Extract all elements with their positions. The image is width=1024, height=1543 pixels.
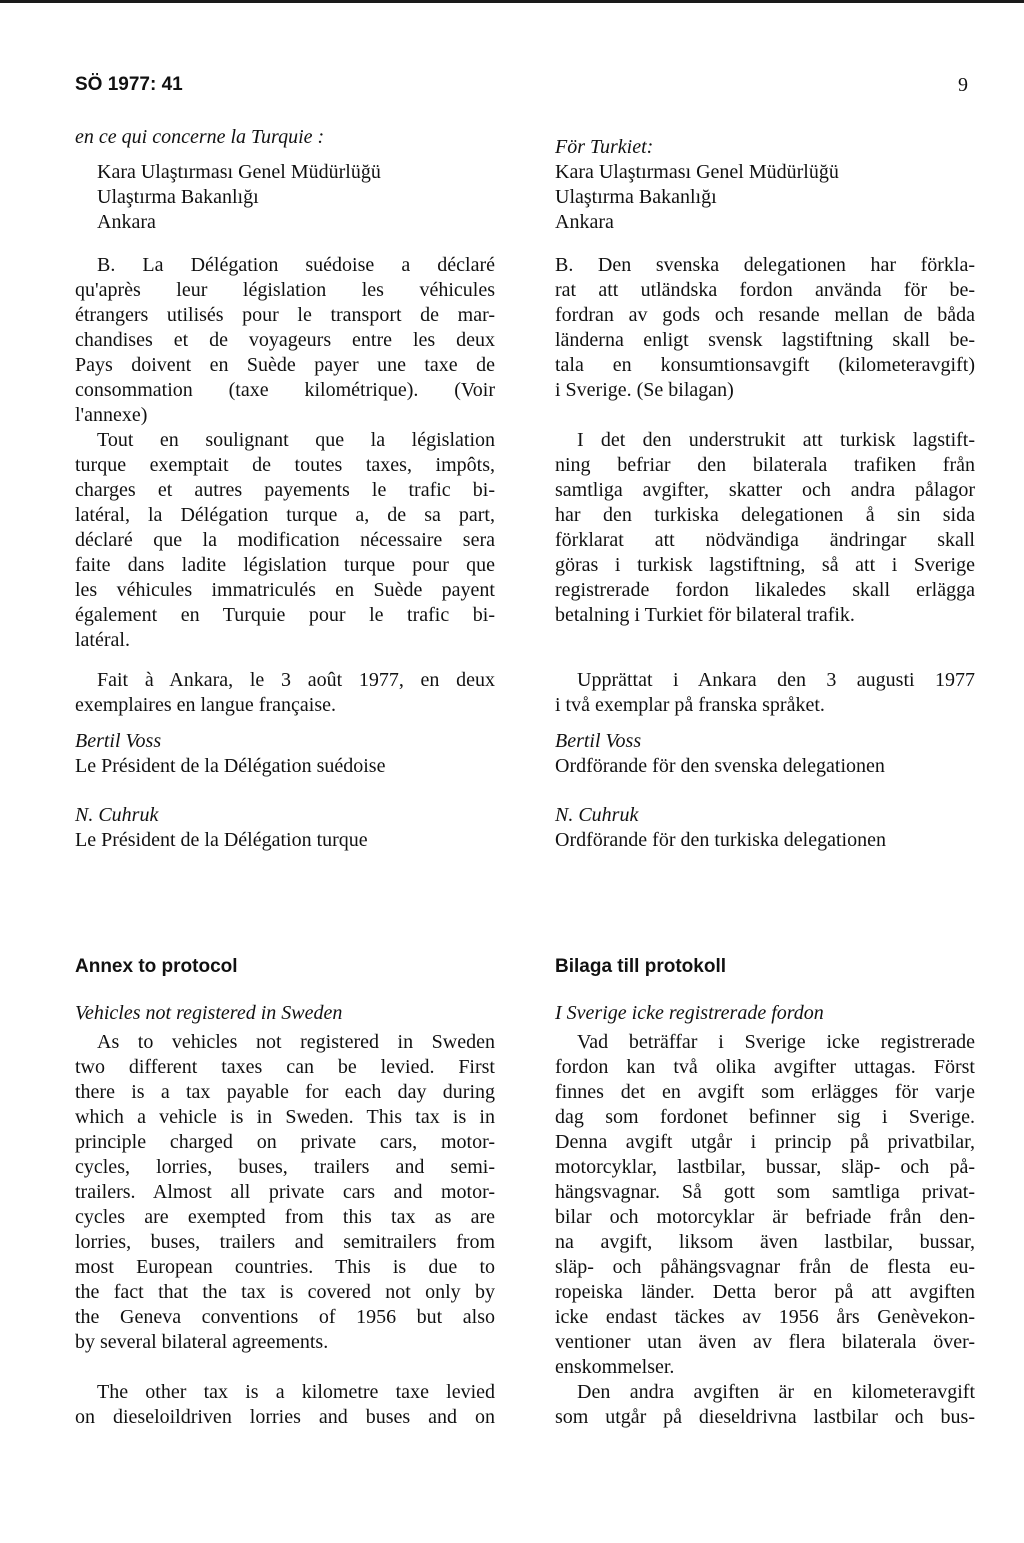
text-line: betalning i Turkiet för bilateral trafik.	[555, 604, 855, 626]
sv-paragraph-turkey	[555, 428, 975, 628]
text-line: Upprättat i Ankara den 3 augusti 1977	[577, 669, 975, 691]
text-line: I det den understrukit att turkisk lagstift-	[577, 429, 975, 451]
text-line: latéral.	[75, 629, 130, 651]
signatory-title: Le Président de la Délégation suédoise	[75, 755, 386, 777]
text-line: les véhicules immatriculés en Suède payent	[75, 579, 495, 601]
fr-turkey-heading: en ce qui concerne la Turquie :	[75, 126, 325, 148]
text-line: exemplaires en langue française.	[75, 694, 336, 716]
text-line: ning befriar den bilaterala trafiken från	[555, 454, 975, 476]
text-line: trailers. Almost all private cars and motor-	[75, 1181, 495, 1203]
signatory-name: Bertil Voss	[75, 730, 162, 752]
annex-subtitle-en: Vehicles not registered in Sweden	[75, 1002, 343, 1024]
text-line: l'annexe)	[75, 404, 148, 426]
text-line: cycles are exempted from this tax as are	[75, 1206, 495, 1228]
text-line: släp- och påhängsvagnar från de flesta eu-	[555, 1256, 975, 1278]
text-line: förklarat att nödvändiga ändringar skall	[555, 529, 975, 551]
text-line: chandises et de voyageurs entre les deux	[75, 329, 495, 351]
annex-subtitle-sv: I Sverige icke registrerade fordon	[555, 1002, 824, 1024]
address-line: Kara Ulaştırması Genel Müdürlüğü	[555, 161, 839, 183]
text-line: länderna enligt svensk lagstiftning skall be-	[555, 329, 975, 351]
text-line: icke endast täckes av 1956 års Genèvekon-	[555, 1306, 975, 1328]
fr-paragraph-turkey	[75, 428, 495, 653]
signatory-name: N. Cuhruk	[555, 804, 639, 826]
text-line: registrerade fordon likaledes skall erlägga	[555, 579, 975, 601]
text-line: déclaré que la modification nécessaire sera	[75, 529, 495, 551]
text-line: rat att utländska fordon använda för be-	[555, 279, 975, 301]
annex-sv-paragraph-1	[555, 1030, 975, 1380]
text-line: bilar och motorcyklar är befriade från den-	[555, 1206, 975, 1228]
document-reference: SÖ 1977: 41	[75, 74, 183, 95]
text-line: également en Turquie pour le trafic bi-	[75, 604, 495, 626]
page-number: 9	[958, 74, 968, 96]
text-line: on dieseloildriven lorries and buses and on	[75, 1406, 495, 1428]
text-line: finnes det en avgift som erlägges för varje	[555, 1081, 975, 1103]
text-line: hängsvagnar. Så gott som samtliga privat-	[555, 1181, 975, 1203]
text-line: which a vehicle is in Sweden. This tax is in	[75, 1106, 495, 1128]
text-line: motorcyklar, lastbilar, bussar, släp- och på-	[555, 1156, 975, 1178]
fr-turkey-address	[75, 160, 517, 235]
text-line: som utgår på dieseldrivna lastbilar och bus-	[555, 1406, 975, 1428]
sv-turkey-heading: För Turkiet:	[555, 136, 654, 158]
text-line: qu'après leur législation les véhicules	[75, 279, 495, 301]
text-line: The other tax is a kilometre taxe levied	[97, 1381, 495, 1403]
address-line: Ulaştırma Bakanlığı	[555, 186, 717, 208]
annex-sv-paragraph-2	[555, 1380, 975, 1430]
text-line: dag som fordonet befinner sig i Sverige.	[555, 1106, 975, 1128]
text-line: Denna avgift utgår i princip på privatbilar,	[555, 1131, 975, 1153]
text-line: B. La Délégation suédoise a déclaré	[97, 254, 495, 276]
annex-en-paragraph-2	[75, 1380, 495, 1430]
text-line: Vad beträffar i Sverige icke registrerade	[577, 1031, 975, 1053]
text-line: Tout en soulignant que la législation	[97, 429, 495, 451]
address-line: Kara Ulaştırması Genel Müdürlüğü	[97, 161, 381, 183]
sv-paragraph-b	[555, 253, 975, 403]
address-line: Ulaştırma Bakanlığı	[97, 186, 259, 208]
signatory-title: Ordförande för den svenska delegationen	[555, 755, 885, 777]
text-line: fordon kan två olika avgifter uttagas. Först	[555, 1056, 975, 1078]
text-line: Fait à Ankara, le 3 août 1977, en deux	[97, 669, 495, 691]
text-line: principle charged on private cars, motor-	[75, 1131, 495, 1153]
signatory-name: Bertil Voss	[555, 730, 642, 752]
text-line: ropeiska länder. Detta beror på att avgiften	[555, 1281, 975, 1303]
text-line: göras i turkisk lagstiftning, så att i Sverige	[555, 554, 975, 576]
address-line: Ankara	[555, 211, 614, 233]
text-line: enskommelser.	[555, 1356, 675, 1378]
text-line: turque exemptait de toutes taxes, impôts,	[75, 454, 495, 476]
fr-done-at	[75, 668, 495, 718]
signatory-name: N. Cuhruk	[75, 804, 159, 826]
text-line: consommation (taxe kilométrique). (Voir	[75, 379, 495, 401]
text-line: fordran av gods och resande mellan de båda	[555, 304, 975, 326]
address-line: Ankara	[97, 211, 156, 233]
annex-en-paragraph-1	[75, 1030, 495, 1355]
text-line: by several bilateral agreements.	[75, 1331, 329, 1353]
fr-paragraph-b	[75, 253, 495, 428]
text-line: charges et autres payements le trafic bi-	[75, 479, 495, 501]
fr-signature-swedish	[75, 729, 495, 779]
signatory-title: Ordförande för den turkiska delegationen	[555, 829, 886, 851]
sv-signature-swedish	[555, 729, 975, 779]
text-line: lorries, buses, trailers and semitrailers from	[75, 1231, 495, 1253]
sv-turkey-address	[555, 160, 975, 235]
sv-signature-turkish	[555, 803, 975, 853]
text-line: na avgift, liksom även lastbilar, bussar,	[555, 1231, 975, 1253]
text-line: étrangers utilisés pour le transport de mar-	[75, 304, 495, 326]
text-line: cycles, lorries, buses, trailers and semi-	[75, 1156, 495, 1178]
text-line: there is a tax payable for each day during	[75, 1081, 495, 1103]
text-line: ventioner utan även av flera bilaterala över-	[555, 1331, 975, 1353]
annex-title-en: Annex to protocol	[75, 956, 238, 977]
text-line: two different taxes can be levied. First	[75, 1056, 495, 1078]
text-line: most European countries. This is due to	[75, 1256, 495, 1278]
top-border-rule	[0, 0, 1024, 3]
text-line: i två exemplar på franska språket.	[555, 694, 825, 716]
signatory-title: Le Président de la Délégation turque	[75, 829, 368, 851]
fr-signature-turkish	[75, 803, 495, 853]
text-line: As to vehicles not registered in Sweden	[97, 1031, 495, 1053]
text-line: latéral, la Délégation turque a, de sa part,	[75, 504, 495, 526]
text-line: samtliga avgifter, skatter och andra pålagor	[555, 479, 975, 501]
text-line: har den turkiska delegationen å sin sida	[555, 504, 975, 526]
text-line: B. Den svenska delegationen har förkla-	[555, 254, 975, 276]
text-line: Den andra avgiften är en kilometeravgift	[577, 1381, 975, 1403]
sv-done-at	[555, 668, 975, 718]
text-line: faite dans ladite législation turque pour que	[75, 554, 495, 576]
text-line: the fact that the tax is covered not only by	[75, 1281, 495, 1303]
annex-title-sv: Bilaga till protokoll	[555, 956, 727, 977]
text-line: tala en konsumtionsavgift (kilometeravgift)	[555, 354, 975, 376]
text-line: Pays doivent en Suède payer une taxe de	[75, 354, 495, 376]
text-line: i Sverige. (Se bilagan)	[555, 379, 734, 401]
text-line: the Geneva conventions of 1956 but also	[75, 1306, 495, 1328]
